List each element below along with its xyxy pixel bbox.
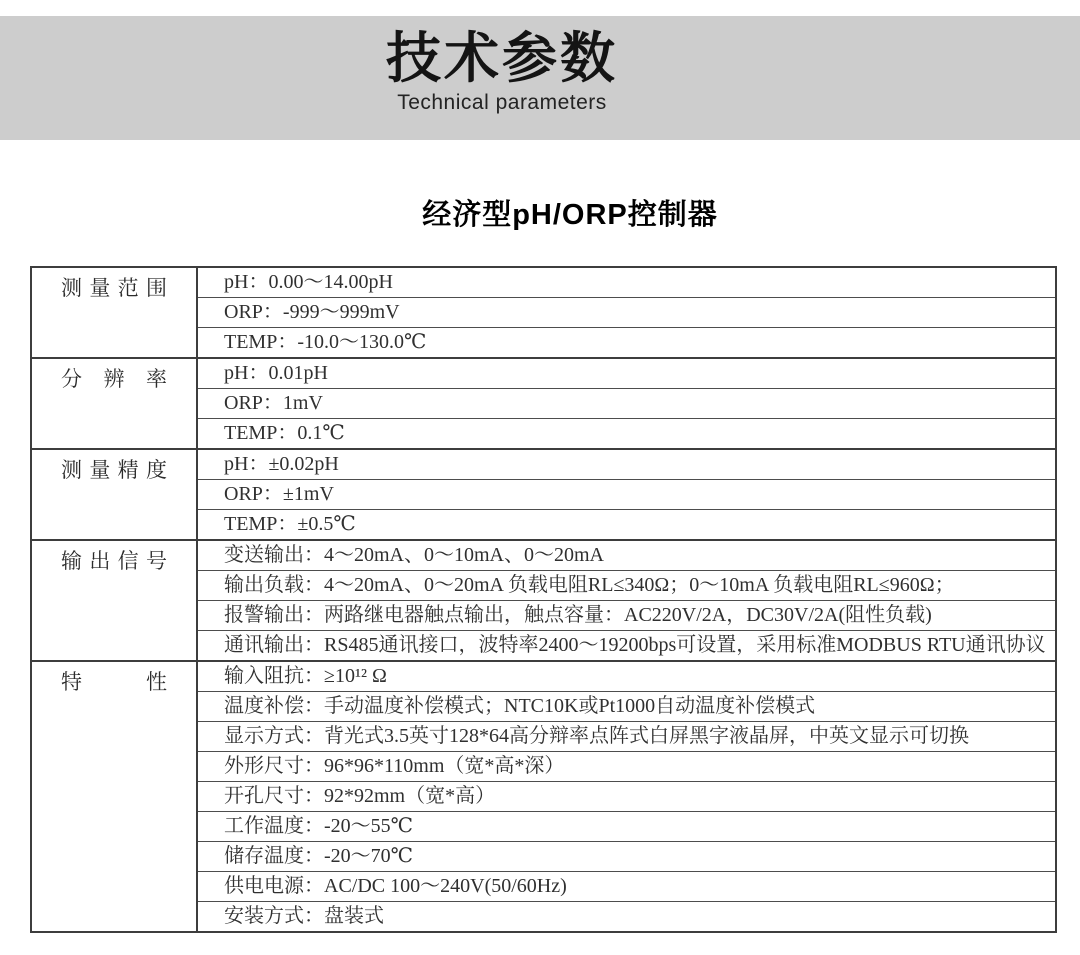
spec-category-label: 分辨率 bbox=[61, 367, 167, 391]
spec-category-cell bbox=[31, 540, 197, 661]
spec-value-cell: ORP：1mV bbox=[197, 389, 1056, 419]
spec-value-cell: 输入阻抗：≥10¹² Ω bbox=[197, 661, 1056, 692]
spec-value-cell: TEMP：-10.0～130.0℃ bbox=[197, 328, 1056, 359]
spec-table bbox=[30, 266, 1057, 933]
spec-value-cell: 变送输出：4～20mA、0～10mA、0～20mA bbox=[197, 540, 1056, 571]
spec-table-body bbox=[31, 267, 1056, 932]
spec-value-cell: 安装方式：盘装式 bbox=[197, 902, 1056, 933]
spec-value-cell: 储存温度：-20～70℃ bbox=[197, 842, 1056, 872]
spec-category-label: 测量范围 bbox=[61, 276, 167, 300]
spec-row bbox=[31, 449, 1056, 480]
spec-value-cell: pH：0.01pH bbox=[197, 358, 1056, 389]
product-title: 经济型pH/ORP控制器 bbox=[422, 199, 718, 231]
spec-value-cell: 开孔尺寸：92*92mm（宽*高） bbox=[197, 782, 1056, 812]
spec-row bbox=[31, 661, 1056, 692]
spec-value-cell: 外形尺寸：96*96*110mm（宽*高*深） bbox=[197, 752, 1056, 782]
spec-category-cell bbox=[31, 449, 197, 540]
page-subtitle: Technical parameters bbox=[397, 90, 607, 114]
spec-row bbox=[31, 540, 1056, 571]
page bbox=[0, 16, 1080, 933]
spec-value-cell: 温度补偿：手动温度补偿模式；NTC10K或Pt1000自动温度补偿模式 bbox=[197, 692, 1056, 722]
spec-category-label: 输出信号 bbox=[61, 549, 167, 573]
spec-value-cell: TEMP：0.1℃ bbox=[197, 419, 1056, 450]
spec-row bbox=[31, 267, 1056, 298]
spec-value-cell: pH：0.00～14.00pH bbox=[197, 267, 1056, 298]
spec-value-cell: 通讯输出：RS485通讯接口，波特率2400～19200bps可设置，采用标准MODBUS RTU通讯协议 bbox=[197, 631, 1056, 662]
spec-value-cell: 显示方式：背光式3.5英寸128*64高分辩率点阵式白屏黑字液晶屏，中英文显示可切换 bbox=[197, 722, 1056, 752]
spec-category-label: 特性 bbox=[61, 670, 167, 694]
spec-value-cell: 报警输出：两路继电器触点输出，触点容量：AC220V/2A，DC30V/2A(阻性负载) bbox=[197, 601, 1056, 631]
spec-value-cell: pH：±0.02pH bbox=[197, 449, 1056, 480]
header-banner bbox=[0, 16, 1080, 140]
page-title: 技术参数 bbox=[385, 27, 618, 89]
spec-value-cell: ORP：-999～999mV bbox=[197, 298, 1056, 328]
header-banner-inner bbox=[0, 28, 1042, 115]
spec-category-cell bbox=[31, 358, 197, 449]
spec-value-cell: ORP：±1mV bbox=[197, 480, 1056, 510]
spec-value-cell: 工作温度：-20～55℃ bbox=[197, 812, 1056, 842]
spec-category-cell bbox=[31, 267, 197, 358]
spec-value-cell: 供电电源：AC/DC 100～240V(50/60Hz) bbox=[197, 872, 1056, 902]
spec-category-cell bbox=[31, 661, 197, 932]
spec-row bbox=[31, 358, 1056, 389]
spec-value-cell: TEMP：±0.5℃ bbox=[197, 510, 1056, 541]
spec-value-cell: 输出负载：4～20mA、0～20mA 负载电阻RL≤340Ω；0～10mA 负载电阻RL≤960Ω； bbox=[197, 571, 1056, 601]
spec-category-label: 测量精度 bbox=[61, 458, 167, 482]
